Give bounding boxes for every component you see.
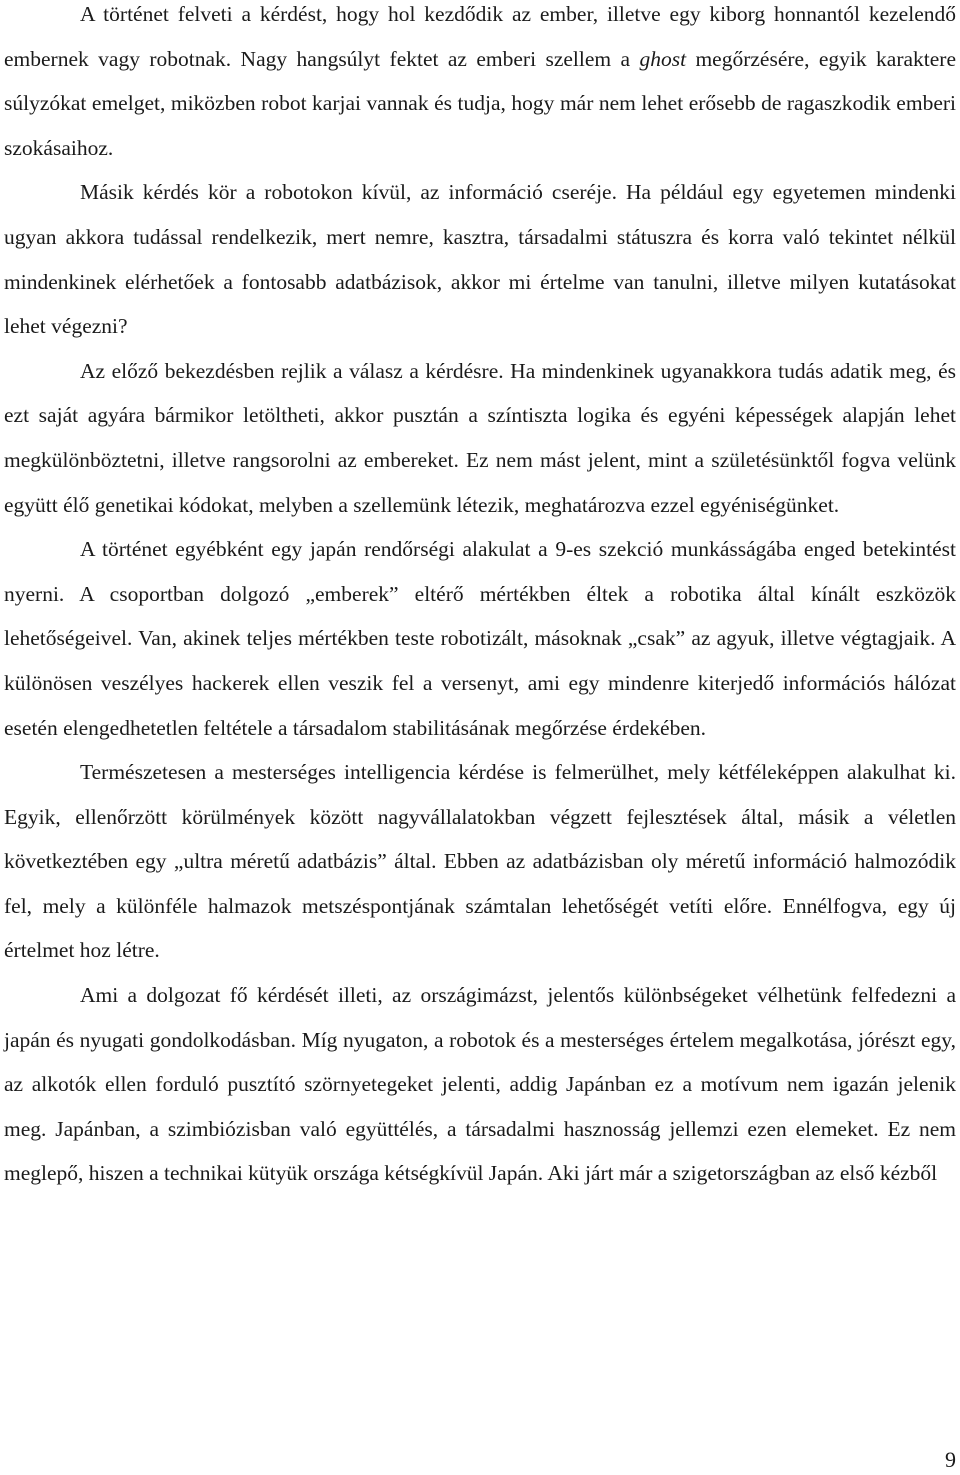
paragraph (4, 170, 956, 348)
document-body (4, 0, 956, 1196)
paragraph (4, 0, 956, 170)
paragraph-text: A történet felveti a kérdést, hogy hol kezdődik az ember, illetve egy kiborg honnantól kezelendő embernek vagy robotnak. Nagy hangsúlyt fektet az emberi szellem a (4, 2, 956, 71)
paragraph-text: Természetesen a mesterséges intelligencia kérdése is felmerülhet, mely kétféleképpen alakulhat ki. Egyik, ellenőrzött körülmények között nagyvállalatokban végzett fejlesztések által, másik a véletlen következtében egy „ultra méretű adatbázis” által. Ebben az adatbázisban oly méretű információ halmozódik fel, mely a különféle halmazok metszéspontjának számtalan lehetőségét vetíti előre. Ennélfogva, egy új értelmet hoz létre. (4, 760, 956, 963)
paragraph (4, 527, 956, 750)
paragraph-text: A történet egyébként egy japán rendőrségi alakulat a 9-es szekció munkásságába enged betekintést nyerni. A csoportban dolgozó „emberek” eltérő mértékben éltek a robotika által kínált eszközök lehetőségeivel. Van, akinek teljes mértékben teste robotizált, másoknak „csak” az agyuk, illetve végtagjaik. A különösen veszélyes hackerek ellen veszik fel a versenyt, ami egy mindenre kiterjedő információs hálózat esetén elengedhetetlen feltétele a társadalom stabilitásának megőrzése érdekében. (4, 537, 956, 740)
paragraph (4, 349, 956, 527)
paragraph-text-italic: ghost (639, 46, 687, 71)
paragraph-text: Az előző bekezdésben rejlik a válasz a kérdésre. Ha mindenkinek ugyanakkora tudás adatik meg, és ezt saját agyára bármikor letöltheti, akkor pusztán a színtiszta logika és egyéni képességek alapján lehet megkülönböztetni, illetve rangsorolni az embereket. Ez nem mást jelent, mint a születésünktől fogva velünk együtt élő genetikai kódokat, melyben a szellemünk létezik, meghatározva ezzel egyéniségünket. (4, 358, 956, 517)
page-number: 9 (945, 1447, 956, 1472)
paragraph (4, 750, 956, 973)
paragraph-text: megőrzésére, egyik karaktere súlyzókat emelget, miközben robot karjai vannak és tudja, hogy már nem lehet erősebb de ragaszkodik emberi szokásaihoz. (4, 46, 956, 160)
paragraph (4, 973, 956, 1196)
paragraph-text: Másik kérdés kör a robotokon kívül, az információ cseréje. Ha például egy egyetemen mindenki ugyan akkora tudással rendelkezik, mert nemre, kasztra, társadalmi státuszra és korra való tekintet nélkül mindenkinek elérhetőek a fontosabb adatbázisok, akkor mi értelme van tanulni, illetve milyen kutatásokat lehet végezni? (4, 180, 956, 339)
paragraph-text: Ami a dolgozat fő kérdését illeti, az országimázst, jelentős különbségeket vélhetünk felfedezni a japán és nyugati gondolkodásban. Míg nyugaton, a robotok és a mesterséges értelem megalkotása, jórészt egy, az alkotók ellen forduló pusztító szörnyetegeket jelenti, addig Japánban ez a motívum nem igazán jelenik meg. Japánban, a szimbiózisban való együttélés, a társadalmi hasznosság jellemzi ezen elemeket. Ez nem meglepő, hiszen a technikai kütyük országa kétségkívül Japán. Aki járt már a szigetországban az első kézből (4, 983, 956, 1186)
